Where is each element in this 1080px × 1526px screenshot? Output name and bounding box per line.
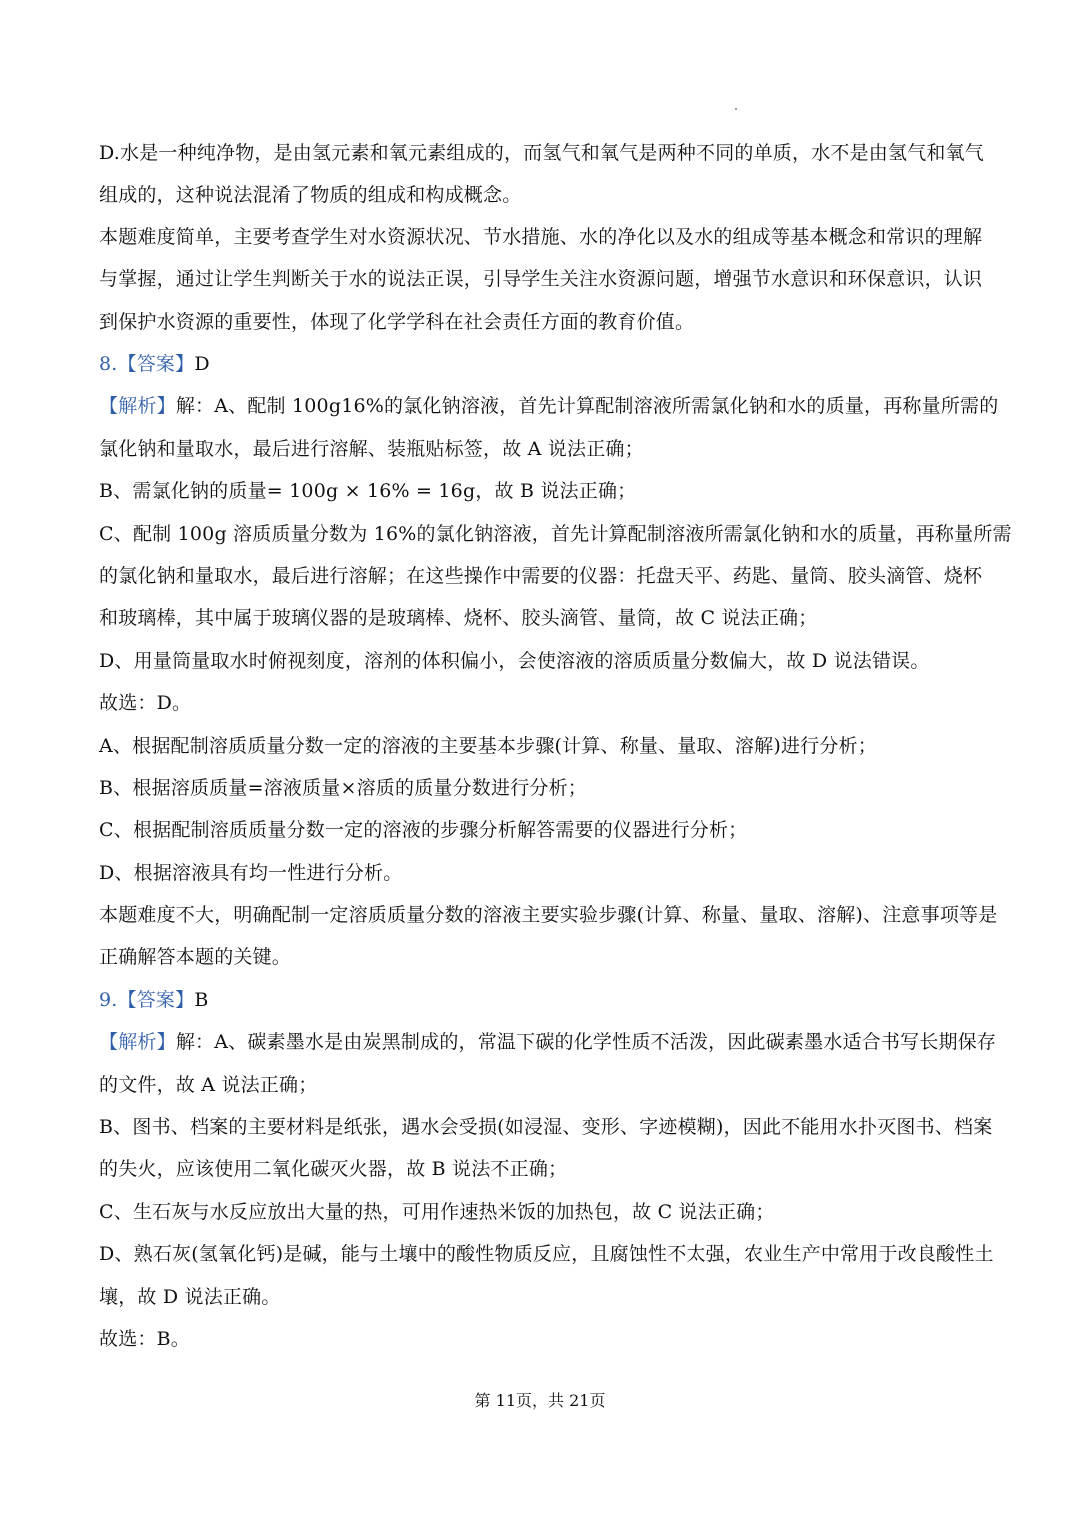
text-line: 正确解答本题的关键。 xyxy=(99,946,292,968)
text-line: 氯化钠和量取水，最后进行溶解、装瓶贴标签，故 A 说法正确； xyxy=(99,438,644,460)
text-line: B、根据溶质质量=溶液质量×溶质的质量分数进行分析； xyxy=(99,777,588,799)
text-line: 壤，故 D 说法正确。 xyxy=(99,1286,281,1308)
text-line: D、熟石灰(氢氧化钙)是碱，能与土壤中的酸性物质反应，且腐蚀性不太强，农业生产中常用于改良酸性土 xyxy=(99,1243,994,1265)
text-line: 的氯化钠和量取水，最后进行溶解；在这些操作中需要的仪器：托盘天平、药匙、量筒、胶头滴管、烧杯 xyxy=(99,565,983,587)
text-line: 的失火，应该使用二氧化碳灭火器，故 B 说法不正确； xyxy=(99,1158,568,1180)
text-line: D.水是一种纯净物，是由氢元素和氧元素组成的，而氢气和氧气是两种不同的单质，水不是由氢气和氧气 xyxy=(99,142,984,164)
page-footer: 第 11页，共 21页 xyxy=(474,1391,606,1410)
text-line: 本题难度不大，明确配制一定溶质质量分数的溶液主要实验步骤(计算、称量、量取、溶解)、注意事项等是 xyxy=(99,904,998,926)
text-line: B、图书、档案的主要材料是纸张，遇水会受损(如浸湿、变形、字迹模糊)，因此不能用水扑灭图书、档案 xyxy=(99,1116,993,1138)
analysis-label: 【解析】 xyxy=(99,395,176,417)
text-line: C、配制 100g 溶质质量分数为 16%的氯化钠溶液，首先计算配制溶液所需氯化钠和水的质量，再称量所需 xyxy=(99,523,1012,545)
stray-mark xyxy=(735,108,737,110)
text-line: 组成的，这种说法混淆了物质的组成和构成概念。 xyxy=(99,184,522,206)
text-line: C、生石灰与水反应放出大量的热，可用作速热米饭的加热包，故 C 说法正确； xyxy=(99,1201,775,1223)
analysis-line-9: 【解析】解：A、碳素墨水是由炭黑制成的，常温下碳的化学性质不活泼，因此碳素墨水适合书写长期保存 xyxy=(99,1031,997,1053)
text-line: A、根据配制溶质质量分数一定的溶液的主要基本步骤(计算、称量、量取、溶解)进行分析； xyxy=(99,735,877,757)
text-line: 到保护水资源的重要性，体现了化学学科在社会责任方面的教育价值。 xyxy=(99,311,695,333)
text-line: C、根据配制溶质质量分数一定的溶液的步骤分析解答需要的仪器进行分析； xyxy=(99,819,748,841)
text-line: 故选：B。 xyxy=(99,1328,190,1350)
text-line: 本题难度简单，主要考查学生对水资源状况、节水措施、水的净化以及水的组成等基本概念和常识的理解 xyxy=(99,226,983,248)
text-line: B、需氯化钠的质量= 100g × 16% = 16g，故 B 说法正确； xyxy=(99,480,637,502)
text-line: 故选：D。 xyxy=(99,692,192,714)
text-line: 的文件，故 A 说法正确； xyxy=(99,1074,318,1096)
answer-line-9: 9.【答案】B xyxy=(99,989,209,1011)
text-line: D、根据溶液具有均一性进行分析。 xyxy=(99,862,403,884)
answer-label: 9.【答案】 xyxy=(99,989,195,1011)
analysis-label: 【解析】 xyxy=(99,1031,176,1053)
answer-line-8: 8.【答案】D xyxy=(99,353,210,375)
text-line: 和玻璃棒，其中属于玻璃仪器的是玻璃棒、烧杯、胶头滴管、量筒，故 C 说法正确； xyxy=(99,607,818,629)
text-line: 与掌握，通过让学生判断关于水的说法正误，引导学生关注水资源问题，增强节水意识和环保意识，认识 xyxy=(99,268,983,290)
answer-label: 8.【答案】 xyxy=(99,353,195,375)
analysis-line-8: 【解析】解：A、配制 100g16%的氯化钠溶液，首先计算配制溶液所需氯化钠和水的质量，再称量所需的 xyxy=(99,395,999,417)
text-line: D、用量筒量取水时俯视刻度，溶剂的体积偏小，会使溶液的溶质质量分数偏大，故 D 说法错误。 xyxy=(99,650,930,672)
